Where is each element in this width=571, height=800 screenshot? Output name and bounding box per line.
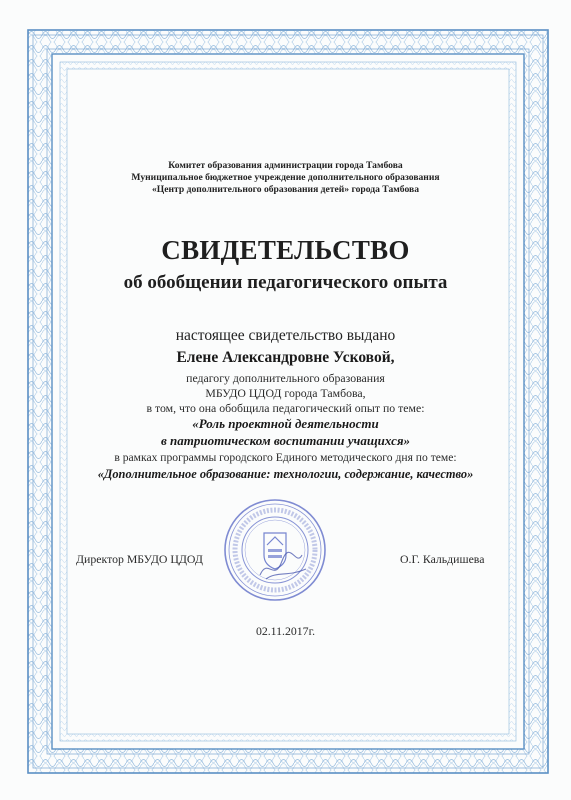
position-line-1: педагогу дополнительного образования [186,371,385,385]
signatory-title: Директор МБУДО ЦДОД [76,552,203,566]
issue-date: 02.11.2017г. [255,624,316,638]
program-text: в рамках программы городского Единого методического дня по теме: [114,451,457,464]
topic-line-1: «Роль проектной деятельности [192,416,379,431]
issued-text: настоящее свидетельство выдано [175,327,396,344]
program-theme: «Дополнительное образование: технологии, содержание, качество» [97,467,474,481]
position-line-2: МБУДО ЦДОД города Тамбова, [205,386,366,400]
topic-line-2: в патриотическом воспитании учащихся» [160,433,411,448]
official-stamp-icon [222,497,328,603]
certificate-subtitle: об обобщении педагогического опыта [123,272,448,293]
signature-scribble-icon [260,552,306,579]
recipient-name: Елене Александровне Усковой, [176,349,395,366]
topic-intro: в том, что она обобщила педагогический опыт по теме: [146,401,425,415]
org-line-3: «Центр дополнительного образования детей» города Тамбова [152,184,419,195]
org-line-2: Муниципальное бюджетное учреждение дополнительного образования [131,172,440,183]
signatory-name: О.Г. Кальдишева [400,552,485,566]
org-line-1: Комитет образования администрации города Тамбова [168,160,403,171]
certificate-title: СВИДЕТЕЛЬСТВО [161,235,410,265]
